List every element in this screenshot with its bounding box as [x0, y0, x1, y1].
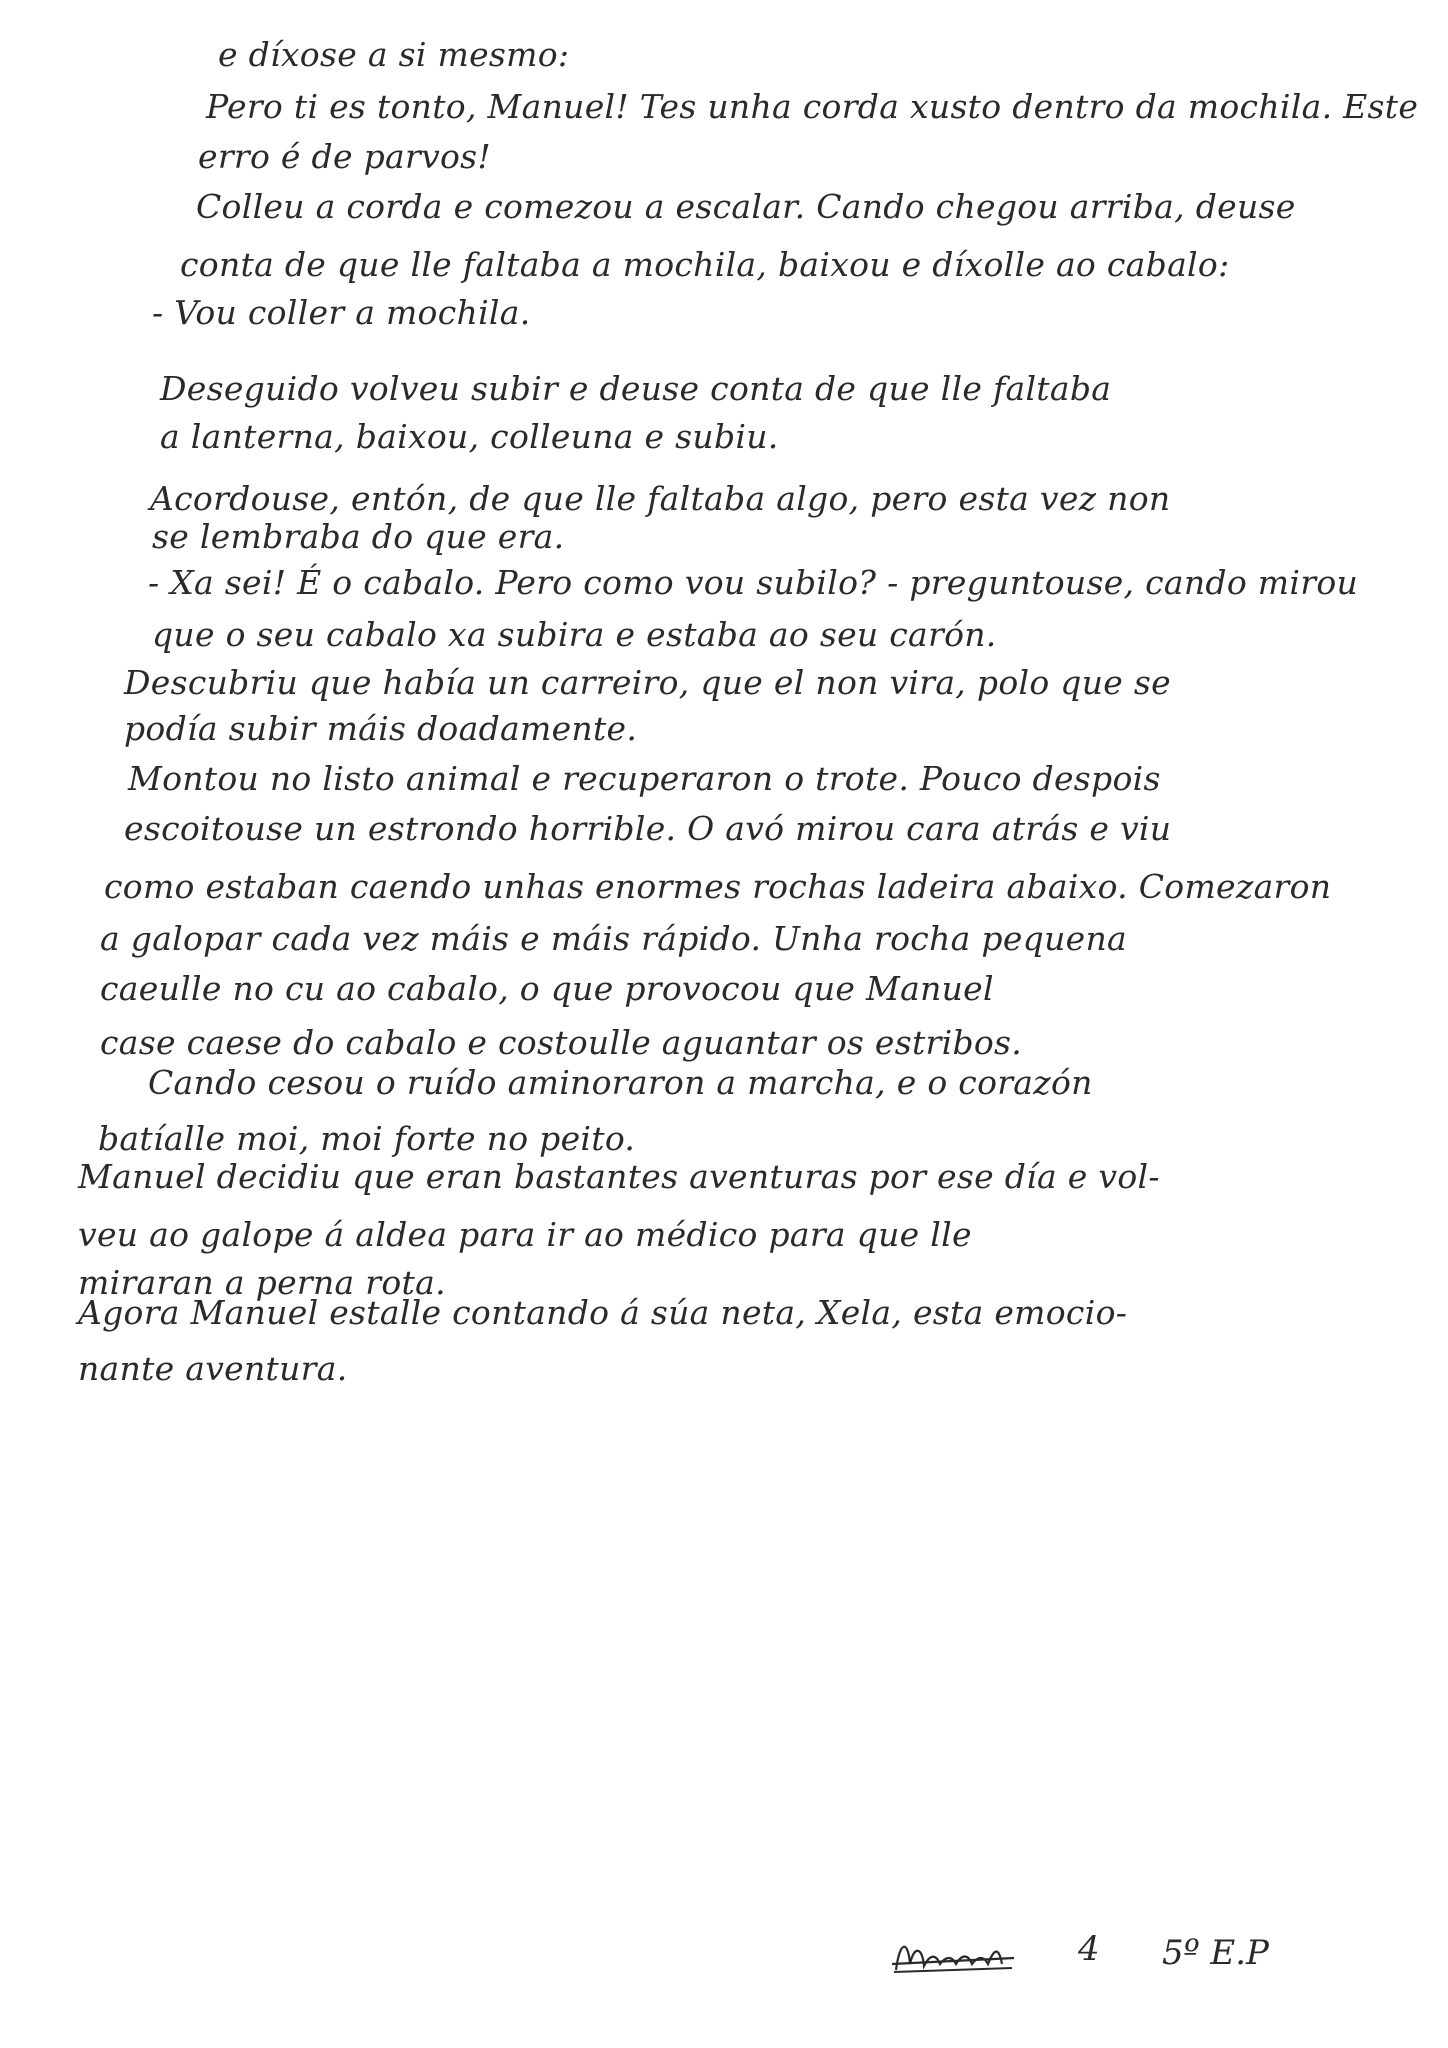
text-line: caeulle no cu ao cabalo, o que provocou que Manuel	[100, 969, 994, 1008]
text-line: Acordouse, entón, de que lle faltaba algo, pero esta vez non	[150, 479, 1171, 518]
text-line: e díxose a si mesmo:	[218, 35, 570, 74]
text-line: Montou no listo animal e recuperaron o trote. Pouco despois	[128, 759, 1161, 798]
text-line: conta de que lle faltaba a mochila, baixou e díxolle ao cabalo:	[180, 245, 1230, 284]
text-line: batíalle moi, moi forte no peito.	[98, 1119, 636, 1158]
text-line: podía subir máis doadamente.	[124, 709, 638, 748]
text-line: Cando cesou o ruído aminoraron a marcha, e o corazón	[148, 1063, 1093, 1102]
text-line: se lembraba do que era.	[152, 517, 565, 556]
text-line: - Vou coller a mochila.	[152, 293, 531, 332]
text-line: Colleu a corda e comezou a escalar. Cando chegou arriba, deuse	[196, 187, 1296, 226]
text-line: Descubriu que había un carreiro, que el non vira, polo que se	[124, 663, 1171, 702]
text-line: - Xa sei! É o cabalo. Pero como vou subilo? - preguntouse, cando mirou	[148, 563, 1359, 602]
text-line: Manuel decidiu que eran bastantes aventuras por ese día e vol-	[78, 1157, 1160, 1196]
text-line: Pero ti es tonto, Manuel! Tes unha corda xusto dentro da mochila. Este	[206, 87, 1419, 126]
text-line: como estaban caendo unhas enormes rochas ladeira abaixo. Comezaron	[104, 867, 1332, 906]
text-line: erro é de parvos!	[198, 137, 491, 176]
crossed-out-signature	[892, 1934, 1014, 1980]
text-line: case caese do cabalo e costoulle aguantar os estribos.	[100, 1023, 1023, 1062]
text-line: a lanterna, baixou, colleuna e subiu.	[160, 417, 779, 456]
text-line: nante aventura.	[78, 1349, 348, 1388]
text-line: miraran a perna rota.	[78, 1263, 446, 1302]
page-number: 4	[1078, 1929, 1100, 1969]
text-line: que o seu cabalo xa subira e estaba ao seu carón.	[152, 615, 997, 654]
text-line: Agora Manuel estalle contando á súa neta, Xela, esta emocio-	[78, 1293, 1128, 1332]
text-line: a galopar cada vez máis e máis rápido. Unha rocha pequena	[100, 919, 1127, 958]
text-line: escoitouse un estrondo horrible. O avó mirou cara atrás e viu	[124, 809, 1172, 848]
grade-label: 5º E.P	[1162, 1933, 1269, 1973]
text-line: Deseguido volveu subir e deuse conta de que lle faltaba	[160, 369, 1112, 408]
text-line: veu ao galope á aldea para ir ao médico para que lle	[78, 1215, 972, 1254]
